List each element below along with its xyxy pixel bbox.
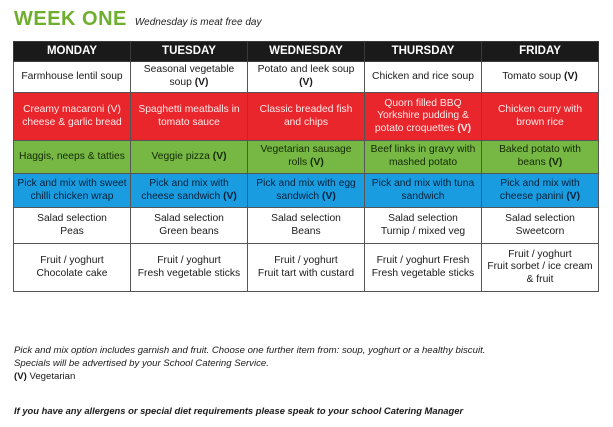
menu-cell-dessert-row-thursday	[365, 244, 482, 292]
menu-cell-alternative-main-row-thursday	[365, 141, 482, 174]
pick-and-mix-note: Pick and mix option includes garnish and fruit. Choose one further item from: soup, yoghurt or a healthy biscuit.	[14, 345, 486, 356]
menu-item-text: Pick and mix with cheese panini	[499, 177, 580, 202]
vegetarian-key	[14, 371, 599, 384]
day-header-monday: MONDAY	[14, 42, 131, 62]
menu-item-line2: Turnip / mixed veg	[380, 225, 466, 237]
menu-item-text: Haggis, neeps & tatties	[19, 150, 125, 162]
menu-cell-alternative-main-row-friday	[482, 141, 599, 174]
menu-item-line1: Fruit / yoghurt	[157, 254, 221, 266]
menu-item-text: Seasonal vegetable soup	[143, 64, 235, 88]
menu-item-line1: Salad selection	[37, 212, 107, 224]
vegetarian-marker: (V)	[564, 70, 578, 82]
menu-cell-alternative-main-row-monday	[14, 141, 131, 174]
menu-item-text: Baked potato with beans	[499, 144, 581, 168]
menu-item-line2: Green beans	[159, 225, 219, 237]
menu-cell-main-course-row-thursday	[365, 93, 482, 141]
week-subtitle: Wednesday is meat free day	[134, 17, 262, 28]
menu-cell-soup-row-tuesday	[131, 62, 248, 93]
menu-item-line1: Salad selection	[505, 212, 575, 224]
vegetarian-key-marker: (V)	[14, 370, 27, 382]
menu-item-text: Quorn filled BBQ Yorkshire pudding & potato croquettes	[374, 97, 469, 134]
specials-note: Specials will be advertised by your School Catering Service.	[14, 357, 269, 369]
menu-cell-dessert-row-monday	[14, 244, 131, 292]
menu-cell-pick-and-mix-row-tuesday	[131, 174, 248, 208]
menu-item-line1: Salad selection	[154, 212, 224, 224]
menu-cell-pick-and-mix-row-thursday	[365, 174, 482, 208]
menu-item-text: Veggie pizza	[151, 150, 210, 162]
dessert-row	[14, 244, 599, 292]
menu-item-line2: Peas	[60, 225, 84, 237]
menu-item-text: Classic breaded fish and chips	[259, 103, 353, 128]
menu-item-text: Spaghetti meatballs in tomato sauce	[138, 103, 240, 128]
menu-cell-vegetable-row-monday	[14, 208, 131, 244]
allergen-note: If you have any allergens or special diet requirements please speak to your school Catering Manager	[14, 405, 464, 416]
vegetarian-marker: (V)	[322, 190, 336, 202]
menu-item-line1: Fruit / yoghurt	[274, 254, 338, 266]
menu-cell-soup-row-friday	[482, 62, 599, 93]
menu-item-line1: Salad selection	[271, 212, 341, 224]
pick-and-mix-row	[14, 174, 599, 208]
menu-item-text: Chicken curry with brown rice	[497, 103, 583, 128]
menu-item-line1: Fruit / yoghurt	[40, 254, 104, 266]
vegetarian-marker: (V)	[299, 77, 313, 88]
menu-cell-alternative-main-row-tuesday	[131, 141, 248, 174]
menu-item-line2: Sweetcorn	[515, 225, 565, 237]
menu-item-text: Beef links in gravy with mashed potato	[370, 144, 476, 168]
menu-item-line2: Fresh vegetable sticks	[371, 267, 475, 279]
menu-cell-main-course-row-wednesday	[248, 93, 365, 141]
vegetarian-marker: (V)	[212, 150, 227, 162]
menu-item-text: Pick and mix with sweet chilli chicken wrap	[17, 177, 127, 202]
vegetarian-marker: (V)	[566, 190, 581, 202]
menu-cell-soup-row-thursday	[365, 62, 482, 93]
menu-item-text: Pick and mix with tuna sandwich	[371, 177, 475, 202]
day-header-tuesday: TUESDAY	[131, 42, 248, 62]
vegetable-row	[14, 208, 599, 244]
menu-item-text: Creamy macaroni (V) cheese & garlic bread	[22, 103, 122, 128]
menu-item-line2: Beans	[291, 225, 321, 237]
soup-row	[14, 62, 599, 93]
menu-item-text: Pick and mix with cheese sandwich	[141, 177, 229, 202]
day-header-friday: FRIDAY	[482, 42, 599, 62]
menu-cell-pick-and-mix-row-friday	[482, 174, 599, 208]
week-title: WEEK ONE	[14, 8, 127, 30]
menu-item-line2: Fruit sorbet / ice cream & fruit	[487, 261, 593, 285]
day-header-row	[14, 42, 599, 62]
menu-cell-soup-row-wednesday	[248, 62, 365, 93]
page-header	[14, 8, 261, 31]
menu-cell-soup-row-monday	[14, 62, 131, 93]
vegetarian-marker: (V)	[194, 77, 209, 88]
main-course-row	[14, 93, 599, 141]
day-header-wednesday: WEDNESDAY	[248, 42, 365, 62]
menu-cell-main-course-row-friday	[482, 93, 599, 141]
footer-notes	[14, 345, 599, 384]
menu-item-text: Vegetarian sausage rolls	[260, 144, 352, 168]
vegetarian-marker: (V)	[457, 122, 472, 134]
menu-item-text: Pick and mix with egg sandwich	[256, 177, 356, 202]
menu-table	[13, 41, 599, 292]
vegetarian-marker: (V)	[223, 190, 237, 202]
menu-cell-pick-and-mix-row-monday	[14, 174, 131, 208]
menu-item-text: Tomato soup	[502, 70, 562, 82]
menu-cell-main-course-row-tuesday	[131, 93, 248, 141]
menu-cell-vegetable-row-tuesday	[131, 208, 248, 244]
menu-cell-main-course-row-monday	[14, 93, 131, 141]
menu-item-line1: Fruit / yoghurt Fresh	[376, 254, 470, 266]
menu-item-line2: Fresh vegetable sticks	[137, 267, 241, 279]
menu-cell-vegetable-row-wednesday	[248, 208, 365, 244]
menu-cell-vegetable-row-thursday	[365, 208, 482, 244]
day-header-thursday: THURSDAY	[365, 42, 482, 62]
menu-cell-pick-and-mix-row-wednesday	[248, 174, 365, 208]
menu-item-line2: Fruit tart with custard	[257, 267, 355, 279]
menu-item-text: Potato and leek soup	[257, 64, 355, 76]
vegetarian-marker: (V)	[548, 157, 563, 168]
menu-item-line1: Fruit / yoghurt	[508, 248, 572, 260]
menu-item-text: Farmhouse lentil soup	[21, 70, 123, 82]
menu-item-text: Chicken and rice soup	[372, 70, 474, 82]
vegetarian-marker: (V)	[310, 157, 324, 168]
menu-cell-dessert-row-tuesday	[131, 244, 248, 292]
menu-cell-dessert-row-friday	[482, 244, 599, 292]
menu-cell-dessert-row-wednesday	[248, 244, 365, 292]
menu-item-line1: Salad selection	[388, 212, 458, 224]
menu-cell-vegetable-row-friday	[482, 208, 599, 244]
menu-item-line2: Chocolate cake	[36, 267, 108, 279]
alternative-main-row	[14, 141, 599, 174]
menu-cell-alternative-main-row-wednesday	[248, 141, 365, 174]
vegetarian-key-label: Vegetarian	[29, 370, 76, 382]
